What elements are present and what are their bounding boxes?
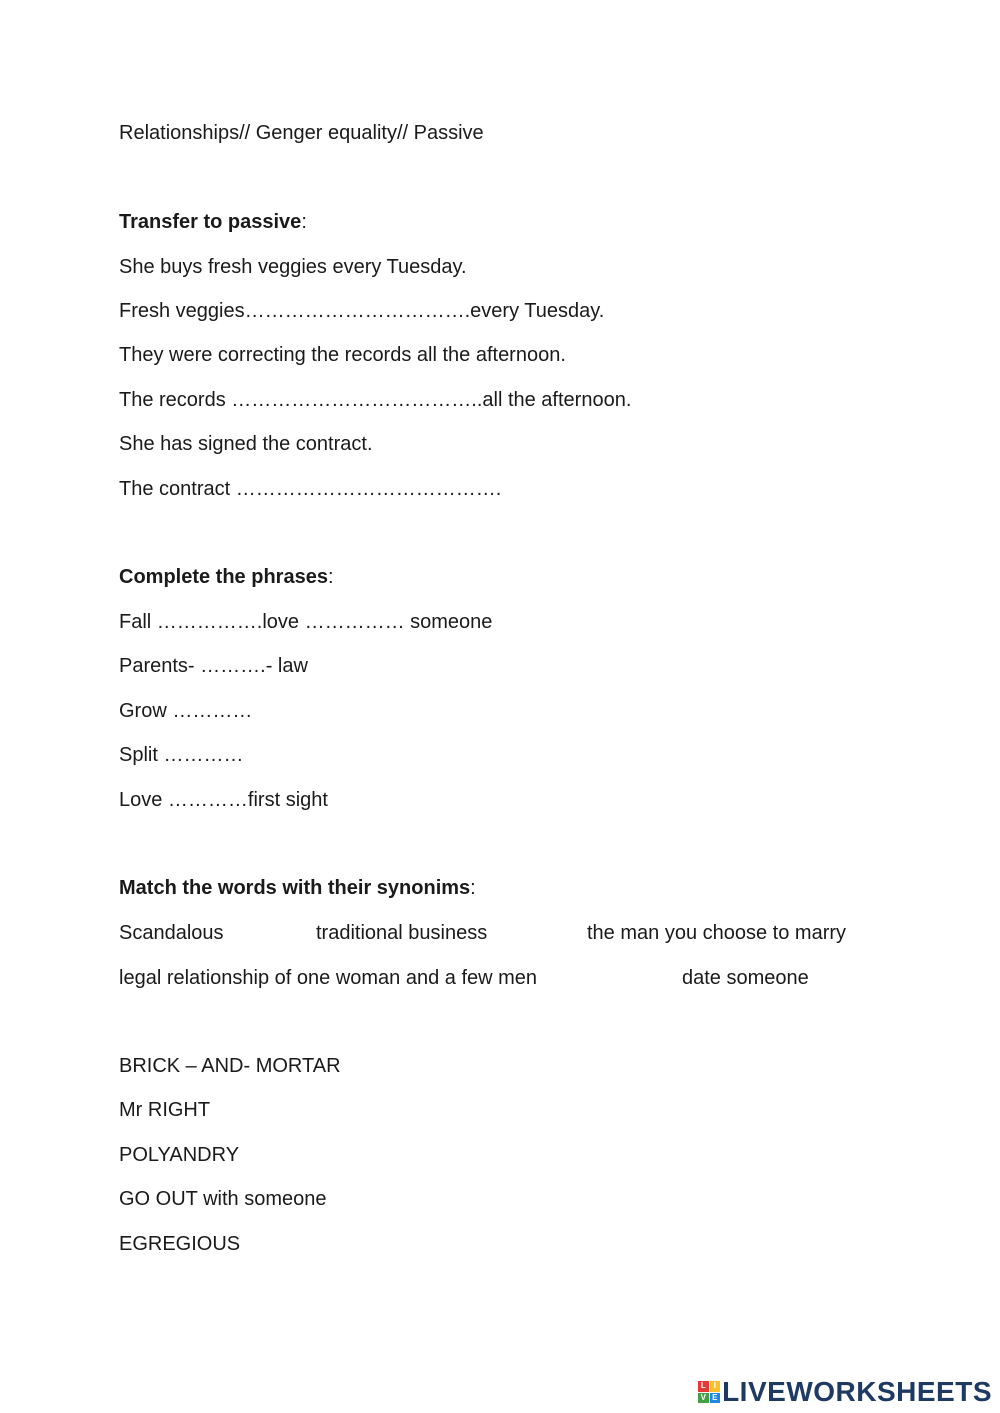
passive-sentence-1: She buys fresh veggies every Tuesday.: [119, 256, 467, 278]
section-heading-passive: [119, 210, 307, 234]
logo-tile: L: [698, 1381, 709, 1392]
match-word-2[interactable]: Mr RIGHT: [119, 1099, 211, 1121]
match-word-3[interactable]: POLYANDRY: [119, 1144, 240, 1166]
match-word-5[interactable]: EGREGIOUS: [119, 1233, 241, 1255]
passive-blank-2[interactable]: The records ………………………………..all the afternoon.: [119, 389, 632, 411]
passive-blank-1[interactable]: Fresh veggies…………………………….every Tuesday.: [119, 300, 605, 322]
heading-colon: :: [301, 211, 307, 233]
logo-tile: V: [698, 1393, 709, 1404]
logo-tile: I: [710, 1381, 721, 1392]
passive-sentence-2: They were correcting the records all the afternoon.: [119, 344, 566, 366]
heading-colon: :: [470, 877, 476, 899]
heading-text: Transfer to passive: [119, 211, 302, 233]
logo-text: LIVEWORKSHEETS: [722, 1376, 992, 1407]
phrase-blank-5[interactable]: Love …………first sight: [119, 789, 328, 811]
heading-colon: :: [327, 566, 334, 588]
match-word-4[interactable]: GO OUT with someone: [119, 1188, 327, 1210]
phrase-blank-3[interactable]: Grow …………: [119, 700, 253, 722]
liveworksheets-logo: [698, 1377, 992, 1407]
synonym-option[interactable]: traditional business: [316, 922, 488, 944]
worksheet-topic: Relationships// Genger equality// Passive: [119, 122, 484, 144]
phrase-blank-4[interactable]: Split …………: [119, 744, 244, 766]
heading-text: Complete the phrases: [119, 566, 328, 588]
match-word-1[interactable]: BRICK – AND- MORTAR: [119, 1055, 341, 1077]
phrase-blank-2[interactable]: Parents- ……….- law: [119, 655, 308, 677]
logo-tile: E: [710, 1393, 721, 1404]
synonym-option[interactable]: date someone: [682, 967, 809, 989]
section-heading-phrases: [119, 565, 334, 589]
passive-blank-3[interactable]: The contract ………………………………….: [119, 478, 502, 500]
synonym-option[interactable]: Scandalous: [119, 922, 224, 944]
passive-sentence-3: She has signed the contract.: [119, 433, 373, 455]
logo-grid-icon: [698, 1381, 720, 1403]
section-heading-match: [119, 876, 476, 900]
synonym-option[interactable]: legal relationship of one woman and a few men: [119, 967, 538, 989]
synonym-option[interactable]: the man you choose to marry: [587, 922, 847, 944]
heading-text: Match the words with their synonims: [119, 877, 471, 899]
phrase-blank-1[interactable]: Fall …………….love …………… someone: [119, 611, 493, 633]
